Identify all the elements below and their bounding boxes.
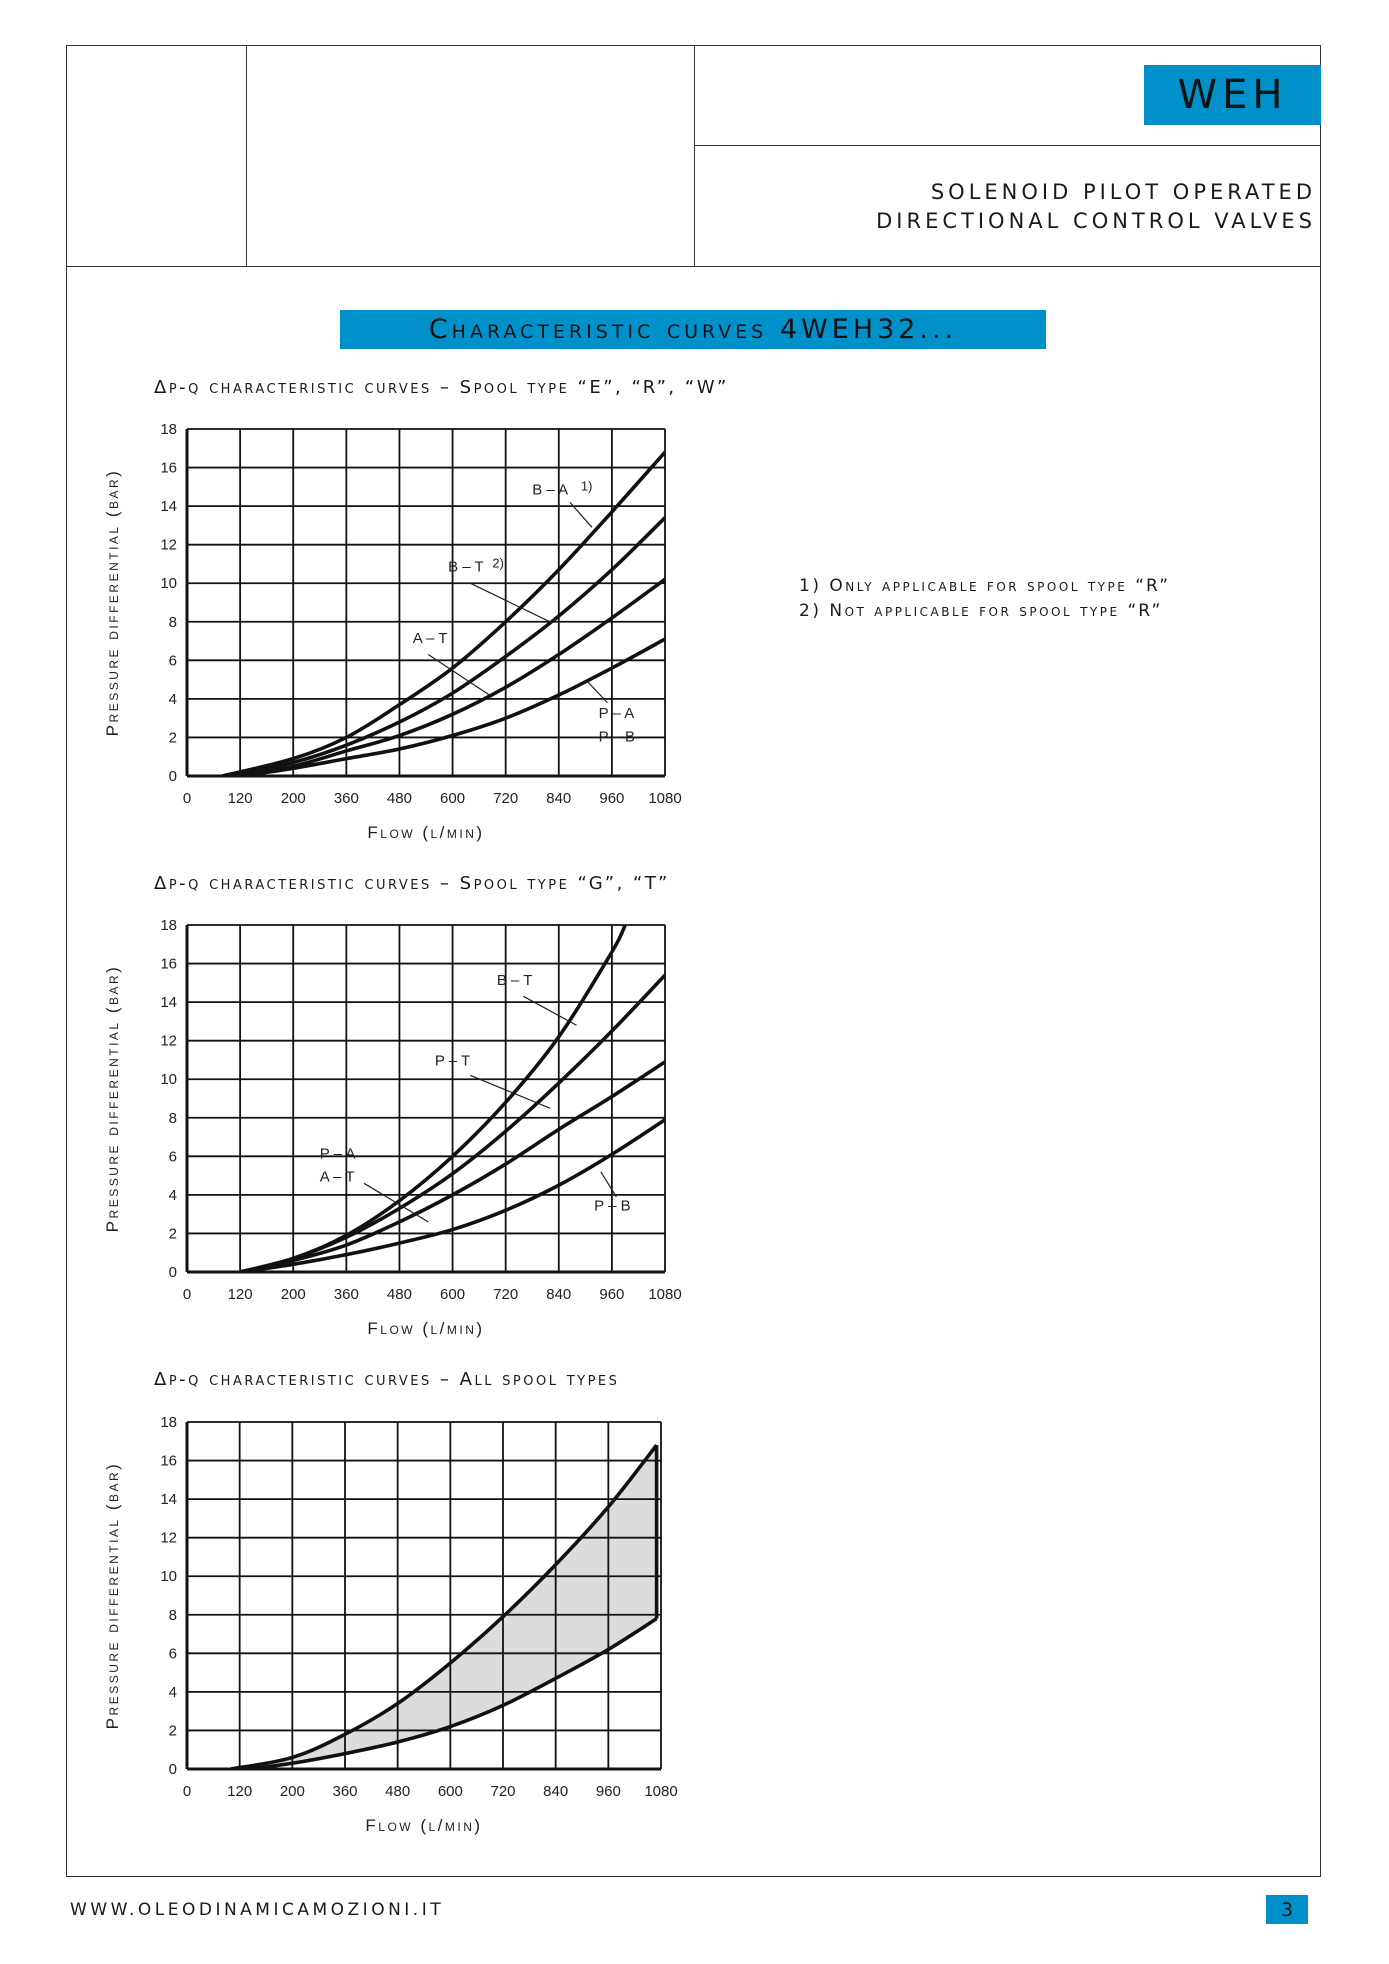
- header-subtitle-line2: DIRECTIONAL CONTROL VALVES: [876, 209, 1316, 233]
- x-tick-label: 960: [599, 1286, 625, 1303]
- curve-label: P – B: [594, 1197, 631, 1215]
- x-tick-label: 360: [333, 790, 359, 807]
- chart-title: Δp-q characteristic curves – Spool type “G”, “T”: [154, 873, 670, 894]
- x-axis-label: Flow (l/min): [365, 1816, 483, 1835]
- header-divider: [66, 266, 1321, 267]
- x-tick-label: 120: [227, 1286, 253, 1303]
- header-subtitle-line1: SOLENOID PILOT OPERATED: [930, 180, 1316, 204]
- x-tick-label: 720: [493, 790, 519, 807]
- x-tick-label: 600: [437, 1783, 463, 1800]
- y-tick-label: 14: [160, 994, 177, 1012]
- curve-label: B – T: [448, 558, 484, 576]
- curve-b-t: [240, 925, 625, 1272]
- y-tick-label: 0: [168, 1264, 177, 1281]
- chart-spool-gt: [100, 905, 700, 1345]
- page-number: 3: [1266, 1895, 1308, 1924]
- y-tick-label: 2: [168, 729, 177, 747]
- y-tick-label: 14: [160, 498, 177, 516]
- envelope-area: [231, 1445, 657, 1769]
- header-divider: [694, 145, 1321, 146]
- footnote-2: 2) Not applicable for spool type “R”: [799, 601, 1163, 621]
- curve-label-leader: [601, 1172, 616, 1197]
- x-tick-label: 0: [182, 790, 192, 807]
- y-tick-label: 0: [168, 768, 177, 785]
- x-axis-label: Flow (l/min): [367, 1319, 485, 1338]
- curve-label: A – T: [412, 629, 448, 647]
- section-title: Characteristic curves 4WEH32...: [340, 310, 1046, 349]
- x-tick-label: 960: [595, 1783, 621, 1800]
- y-tick-label: 6: [168, 1148, 177, 1166]
- y-tick-label: 4: [168, 1186, 177, 1204]
- x-tick-label: 840: [546, 790, 572, 807]
- y-tick-label: 10: [160, 1568, 177, 1586]
- y-tick-label: 8: [168, 613, 177, 631]
- x-tick-label: 120: [227, 790, 253, 807]
- curve-footnote-marker: 1): [580, 478, 593, 494]
- header-divider: [694, 45, 695, 266]
- x-tick-label: 360: [333, 1286, 359, 1303]
- x-tick-label: 480: [385, 1783, 411, 1800]
- curve-label: B – T: [496, 971, 533, 989]
- footnote-1: 1) Only applicable for spool type “R”: [799, 576, 1171, 596]
- x-tick-label: 480: [386, 790, 412, 807]
- chart-all-spools: [100, 1402, 700, 1842]
- x-tick-label: 1080: [648, 1286, 682, 1303]
- y-axis-label: Pressure differential (bar): [103, 1461, 122, 1730]
- chart-title: Δp-q characteristic curves – Spool type “E”, “R”, “W”: [154, 377, 729, 398]
- y-tick-label: 18: [160, 421, 177, 438]
- x-tick-label: 360: [332, 1783, 358, 1800]
- y-tick-label: 8: [168, 1109, 177, 1127]
- y-tick-label: 12: [160, 1032, 177, 1050]
- y-tick-label: 2: [168, 1225, 177, 1243]
- y-tick-label: 6: [168, 652, 177, 670]
- x-tick-label: 840: [543, 1783, 569, 1800]
- y-tick-label: 0: [168, 1761, 177, 1778]
- x-tick-label: 1080: [644, 1783, 678, 1800]
- y-tick-label: 4: [168, 1683, 177, 1701]
- y-tick-label: 6: [168, 1645, 177, 1663]
- footer-url[interactable]: WWW.OLEODINAMICAMOZIONI.IT: [70, 1900, 445, 1920]
- y-tick-label: 12: [160, 536, 177, 554]
- curve-footnote-marker: 2): [492, 555, 504, 571]
- x-tick-label: 200: [280, 1286, 306, 1303]
- y-tick-label: 16: [160, 459, 177, 477]
- x-tick-label: 200: [280, 790, 306, 807]
- y-tick-label: 4: [168, 690, 177, 708]
- y-tick-label: 12: [160, 1529, 177, 1547]
- x-tick-label: 720: [493, 1286, 519, 1303]
- y-tick-label: 18: [160, 917, 177, 934]
- x-tick-label: 480: [386, 1286, 412, 1303]
- curve-label-leader: [470, 1075, 550, 1108]
- curve-label: P – T: [434, 1052, 471, 1070]
- x-tick-label: 600: [440, 1286, 466, 1303]
- y-axis-label: Pressure differential (bar): [103, 468, 122, 737]
- x-tick-label: 0: [182, 1286, 192, 1303]
- y-tick-label: 2: [168, 1722, 177, 1740]
- x-tick-label: 720: [490, 1783, 516, 1800]
- curve-label: P – B: [598, 728, 636, 746]
- y-tick-label: 16: [160, 1452, 177, 1470]
- x-tick-label: 120: [227, 1783, 253, 1800]
- y-tick-label: 10: [160, 1071, 177, 1089]
- curve-label: P – A: [598, 705, 635, 723]
- chart-title: Δp-q characteristic curves – All spool types: [154, 1369, 620, 1390]
- x-tick-label: 600: [440, 790, 466, 807]
- x-axis-label: Flow (l/min): [367, 823, 485, 842]
- x-tick-label: 840: [546, 1286, 572, 1303]
- y-tick-label: 14: [160, 1491, 177, 1509]
- curve-label: A – T: [319, 1168, 355, 1186]
- y-axis-label: Pressure differential (bar): [103, 964, 122, 1233]
- curve-label: P – A: [319, 1145, 356, 1163]
- x-tick-label: 200: [279, 1783, 305, 1800]
- product-badge: WEH: [1144, 65, 1321, 125]
- chart-spool-erw: [100, 409, 700, 849]
- x-tick-label: 1080: [648, 790, 682, 807]
- y-tick-label: 8: [168, 1606, 177, 1624]
- curve-label: B – A: [532, 481, 569, 499]
- y-tick-label: 18: [160, 1414, 177, 1431]
- curve-label-leader: [523, 996, 576, 1025]
- x-tick-label: 0: [182, 1783, 192, 1800]
- y-tick-label: 16: [160, 955, 177, 973]
- curve-label-leader: [364, 1183, 428, 1222]
- header-divider: [246, 45, 247, 266]
- x-tick-label: 960: [599, 790, 625, 807]
- y-tick-label: 10: [160, 575, 177, 593]
